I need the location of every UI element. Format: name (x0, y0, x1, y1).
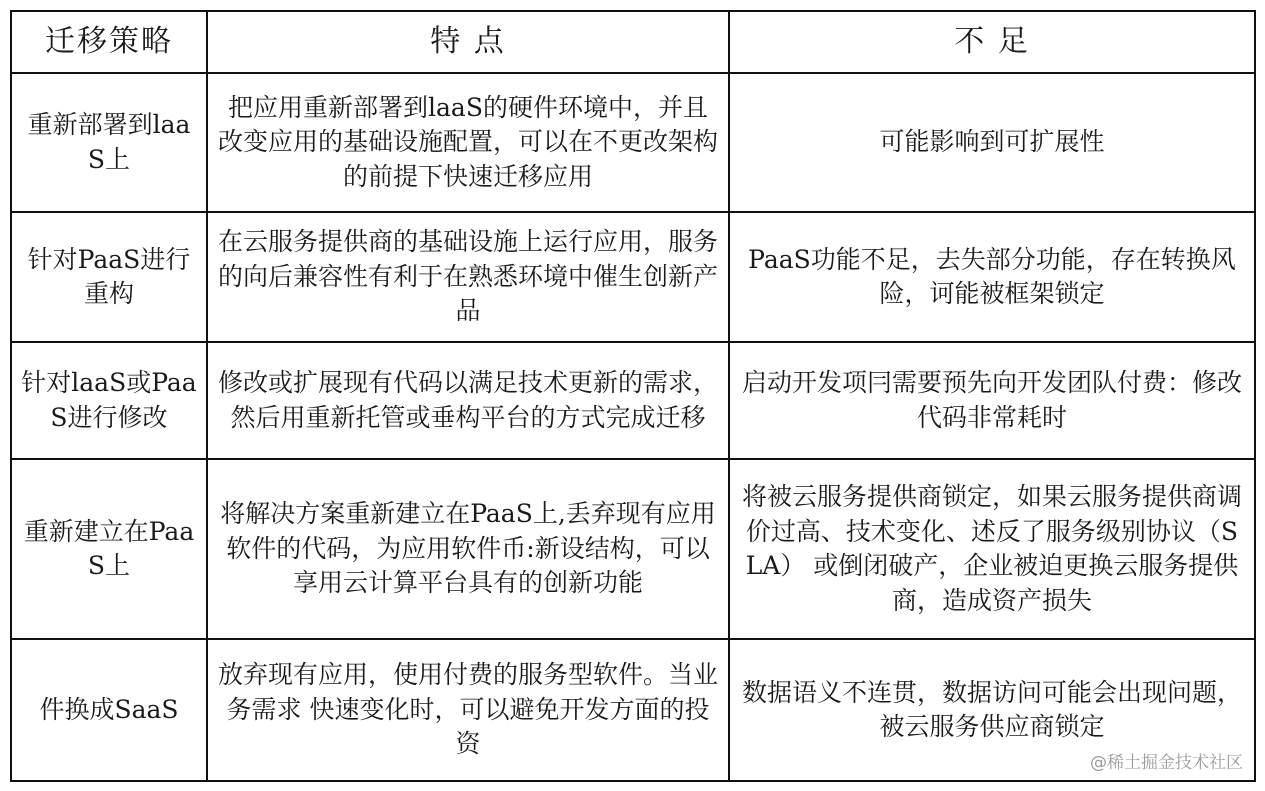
header-shortcomings: 不 足 (729, 11, 1255, 73)
watermark: @稀土掘金技术社区 (1090, 753, 1243, 773)
migration-strategy-table (10, 10, 1256, 782)
migration-strategy-table-container (10, 10, 1254, 780)
cell-shortcomings: 将被云服务提供商锁定，如果云服务提供商调 价过高、技术变化、述反了服务级别协议（SLA） 或倒闭破产，企业被迫更换云服务提供商，造成资产损失 (729, 459, 1255, 639)
cell-strategy: 重新建立在PaaS上 (11, 459, 207, 639)
table-row (11, 342, 1255, 459)
cell-features: 将解决方案重新建立在PaaS上,丢弃现有应用软件的代码，为应用软件币:新设结构，可以享用云计算平台具有的创新功能 (207, 459, 729, 639)
cell-shortcomings: 数据语义不连贯，数据访问可能会出现问题，被云服务供应商锁定 (729, 639, 1255, 781)
table-row (11, 459, 1255, 639)
table-row (11, 639, 1255, 781)
cell-shortcomings: 可能影响到可扩展性 (729, 73, 1255, 212)
cell-features: 修改或扩展现有代码以满足技术更新的需求，然后用重新托管或垂构平台的方式完成迁移 (207, 342, 729, 459)
cell-features: 在云服务提供商的基础设施上运行应用，服务的向后兼容性有利于在熟悉环境中催生创新产品 (207, 212, 729, 342)
cell-shortcomings: PaaS功能不足，去失部分功能，存在转换风 险，诃能被框架锁定 (729, 212, 1255, 342)
cell-strategy: 针对PaaS进行重构 (11, 212, 207, 342)
header-strategy: 迁移策略 (11, 11, 207, 73)
table-row (11, 212, 1255, 342)
cell-features: 放弃现有应用，使用付费的服务型软件。当业务需求 快速变化时，可以避免开发方面的投资 (207, 639, 729, 781)
table-row (11, 73, 1255, 212)
cell-strategy: 重新部署到laaS上 (11, 73, 207, 212)
cell-strategy: 件换成SaaS (11, 639, 207, 781)
cell-shortcomings: 启动开发项冃需要预先向开发团队付费：修改代码非常耗时 (729, 342, 1255, 459)
header-features: 特 点 (207, 11, 729, 73)
cell-strategy: 针对laaS或PaaS进行修改 (11, 342, 207, 459)
cell-features: 把应用重新部署到laaS的硬件环境中，并且改变应用的基础设施配置，可以在不更改架构的前提下快速迁移应用 (207, 73, 729, 212)
table-header-row (11, 11, 1255, 73)
